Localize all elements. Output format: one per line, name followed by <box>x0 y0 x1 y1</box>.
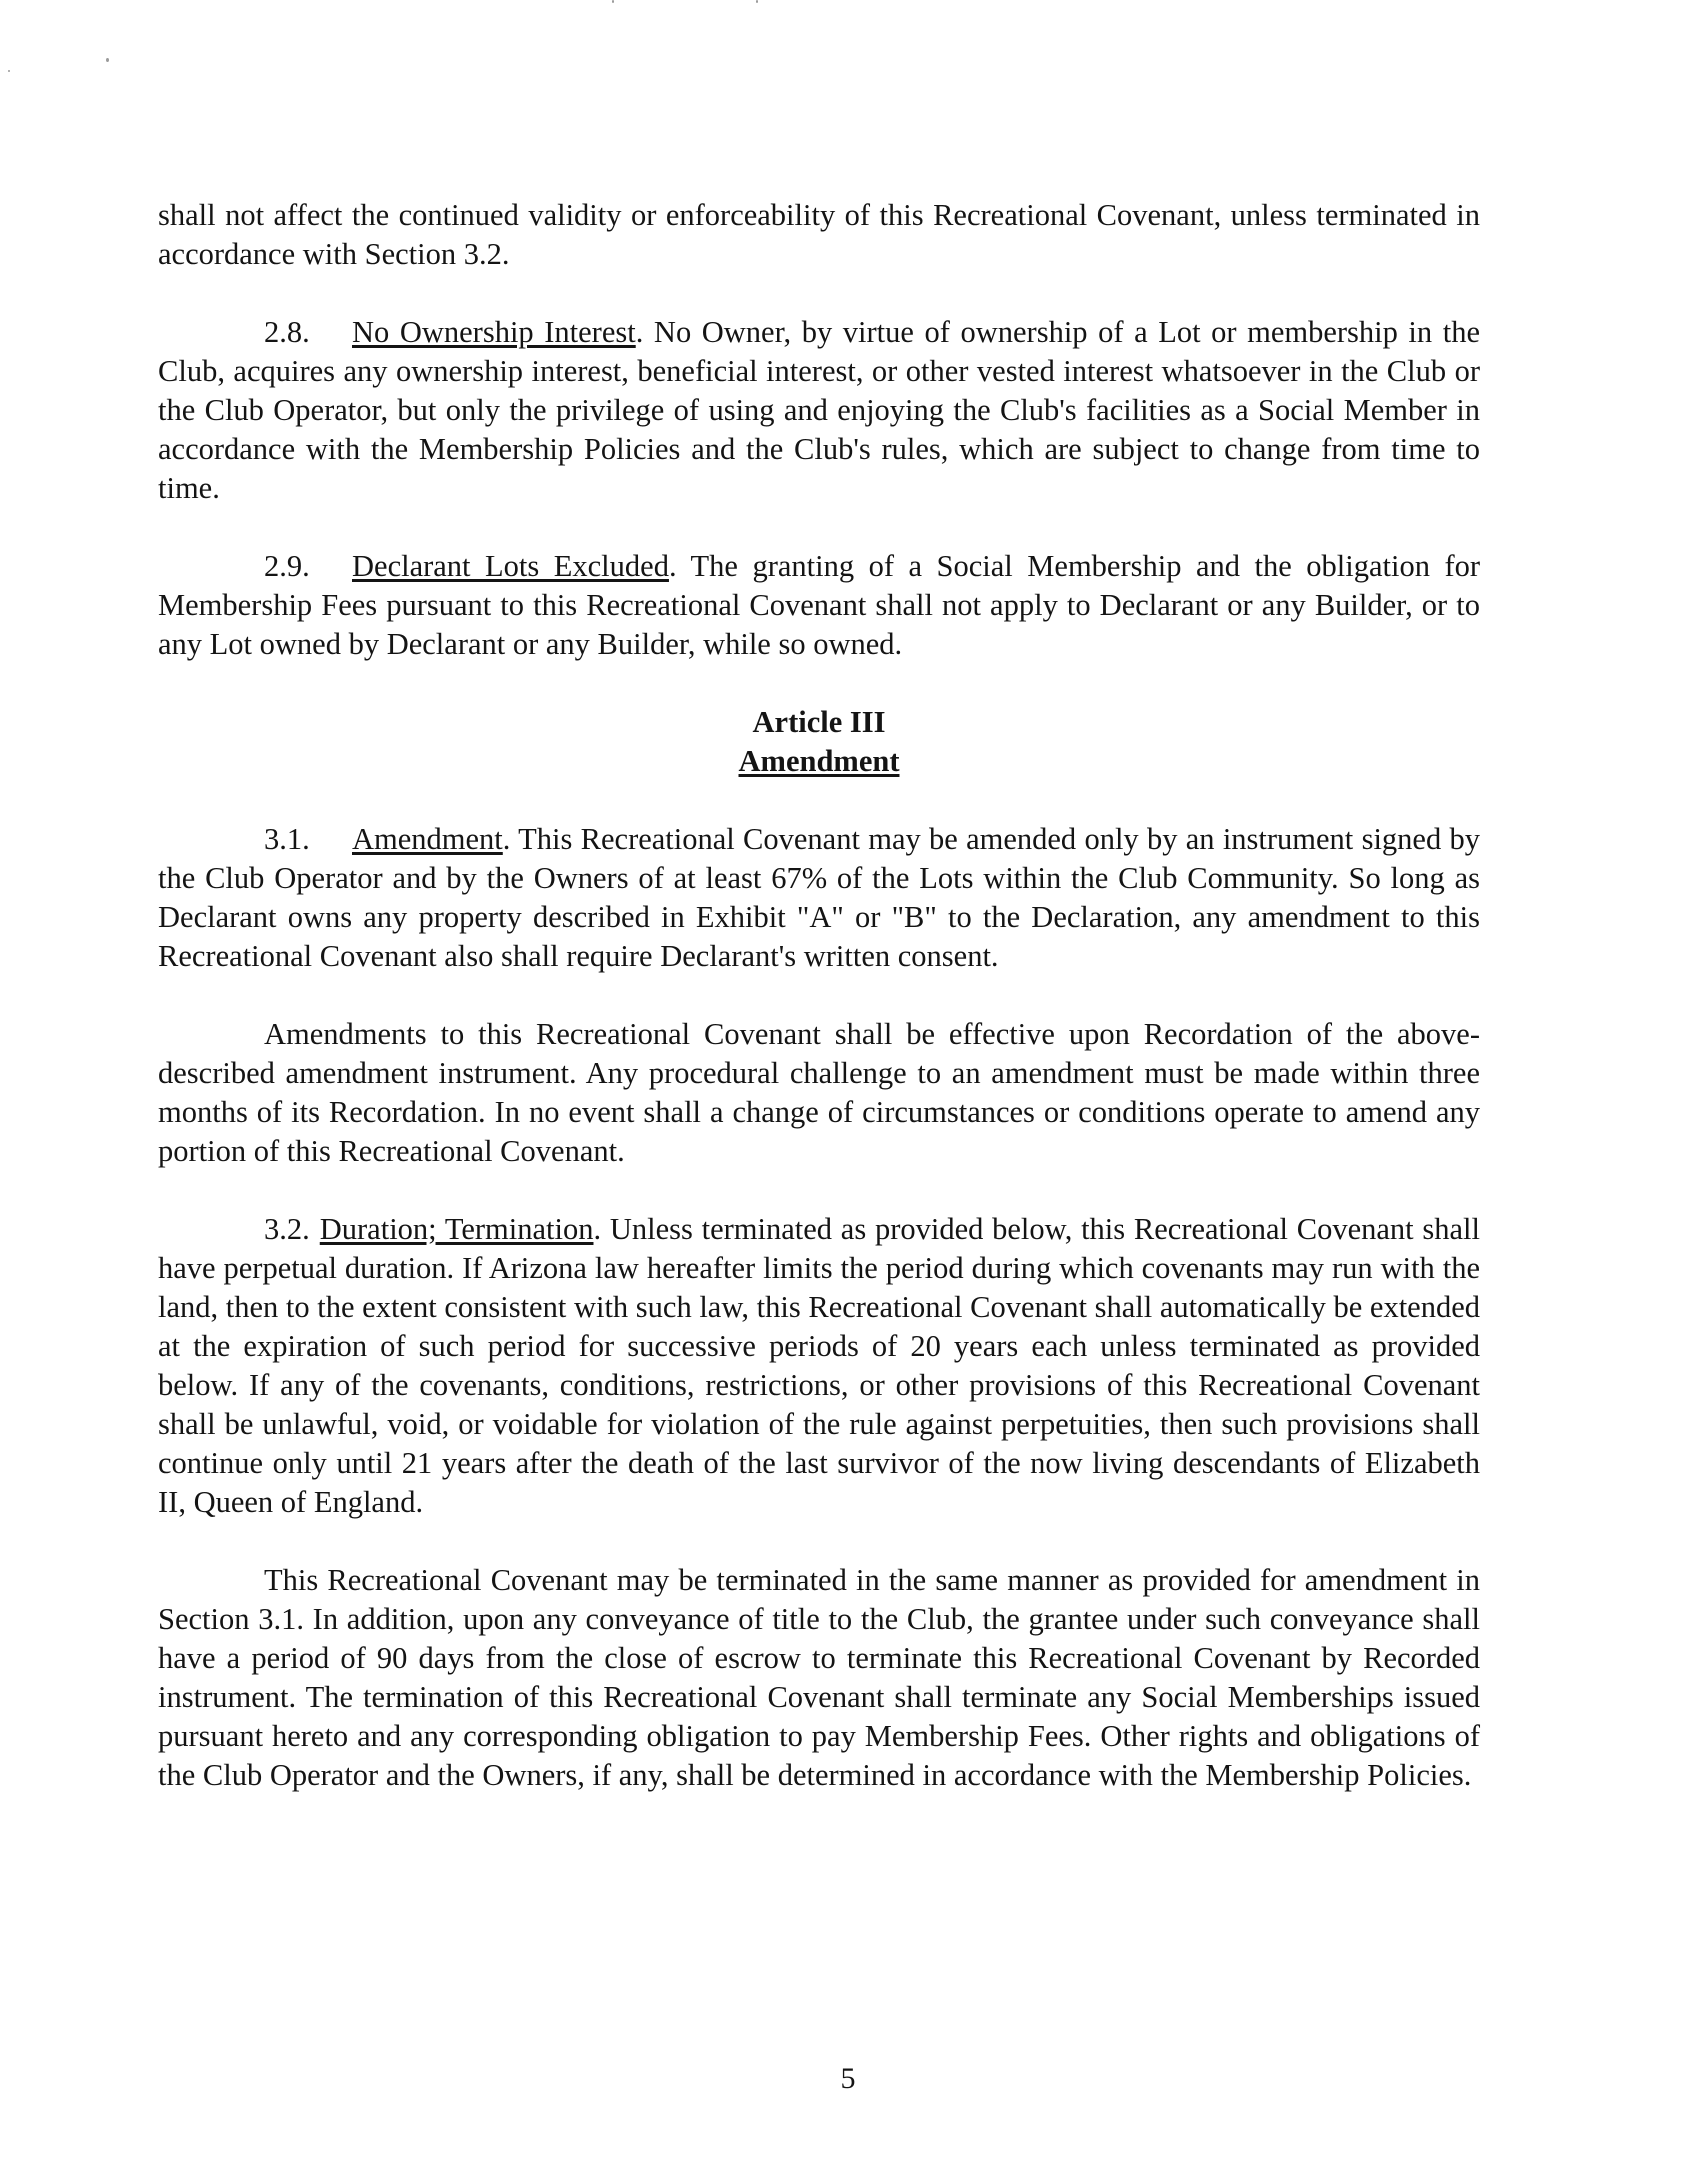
section-title: Amendment <box>352 822 503 856</box>
scan-speck <box>612 0 614 3</box>
section-title: No Ownership Interest <box>352 315 636 349</box>
section-text: . Unless terminated as provided below, this Recreational Covenant shall have perpetual duration. If Arizona law hereafter limits the period during which covenants may run with the land, then to the extent consistent with such law, this Recreational Covenant shall automatically be extended at the expiration of such period for successive periods of 20 years each unless terminated as provided below. If any of the covenants, conditions, restrictions, or other provisions of this Recreational Covenant shall be unlawful, void, or voidable for violation of the rule against perpetuities, then such provisions shall continue only until 21 years after the death of the last survivor of the now living descendants of Elizabeth II, Queen of England. <box>158 1212 1481 1519</box>
article-heading <box>158 703 1480 781</box>
section-text: . No Owner, by virtue of ownership of a Lot or membership in the Club, acquires any ownership interest, beneficial interest, or other vested interest whatsoever in the Club or the Club Operator, but only the privilege of using and enjoying the Club's facilities as a Social Member in accordance with the Membership Policies and the Club's rules, which are subject to change from time to time. <box>158 315 1480 505</box>
section-number: 3.2. <box>264 1212 310 1246</box>
continuation-paragraph: shall not affect the continued validity or enforceability of this Recreational Covenant, unless terminated in accordance with Section 3.2. <box>158 198 1480 271</box>
scan-speck <box>756 0 758 3</box>
section-text: . This Recreational Covenant may be amended only by an instrument signed by the Club Operator and by the Owners of at least 67% of the Lots within the Club Community. So long as Declarant owns any property described in Exhibit "A" or "B" to the Declaration, any amendment to this Recreational Covenant also shall require Declarant's written consent. <box>158 822 1480 973</box>
scan-speck <box>106 58 109 62</box>
section-number: 3.1. <box>264 822 310 856</box>
amendments-paragraph: Amendments to this Recreational Covenant shall be effective upon Recordation of the above-described amendment instrument. Any procedural challenge to an amendment must be made within three months of its Recordation. In no event shall a change of circumstances or conditions operate to amend any portion of this Recreational Covenant. <box>158 1017 1480 1168</box>
document-body <box>158 196 1480 1834</box>
termination-paragraph: This Recreational Covenant may be terminated in the same manner as provided for amendment in Section 3.1. In addition, upon any conveyance of title to the Club, the grantee under such conveyance shall have a period of 90 days from the close of escrow to terminate this Recreational Covenant by Recorded instrument. The termination of this Recreational Covenant shall terminate any Social Memberships issued pursuant hereto and any corresponding obligation to pay Membership Fees. Other rights and obligations of the Club Operator and the Owners, if any, shall be determined in accordance with the Membership Policies. <box>158 1563 1480 1792</box>
article-title: Amendment <box>738 744 900 778</box>
section-3-2 <box>158 1210 1480 1522</box>
section-3-1 <box>158 820 1480 976</box>
page-number: 5 <box>840 2062 856 2095</box>
section-title: Declarant Lots Excluded <box>352 549 669 583</box>
article-label: Article III <box>752 705 886 739</box>
scan-speck <box>8 70 10 72</box>
section-number: 2.9. <box>264 549 310 583</box>
section-text: . The granting of a Social Membership and the obligation for Membership Fees pursuant to this Recreational Covenant shall not apply to Declarant or any Builder, or to any Lot owned by Declarant or any Builder, while so owned. <box>158 549 1481 661</box>
section-2-8 <box>158 313 1480 508</box>
section-title: Duration; Termination <box>319 1212 594 1246</box>
section-number: 2.8. <box>264 315 310 349</box>
section-2-9 <box>158 547 1480 664</box>
